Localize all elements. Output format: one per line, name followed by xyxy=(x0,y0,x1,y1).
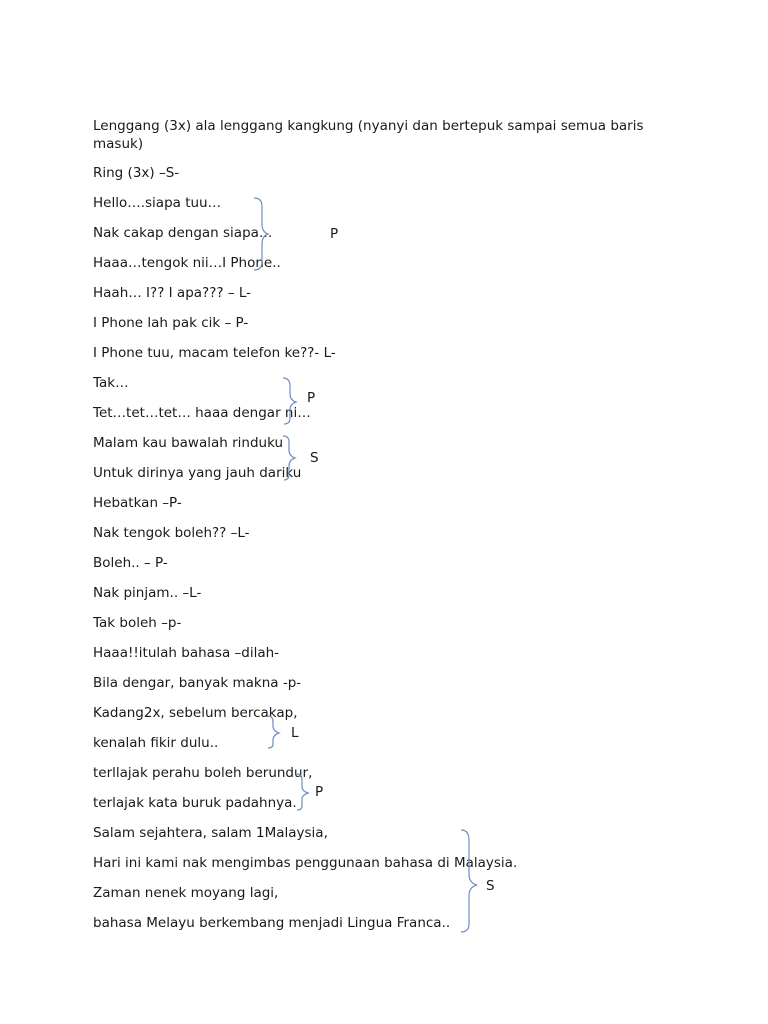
script-line: Zaman nenek moyang lagi, xyxy=(93,885,279,901)
brace-6 xyxy=(461,830,477,932)
script-line: kenalah fikir dulu.. xyxy=(93,735,219,751)
speaker-label: S xyxy=(310,450,319,466)
intro-line: Lenggang (3x) ala lenggang kangkung (nyanyi dan bertepuk sampai semua baris masuk) xyxy=(93,118,644,152)
script-line: Untuk dirinya yang jauh dariku xyxy=(93,465,302,481)
speaker-label: P xyxy=(330,226,339,242)
script-line: bahasa Melayu berkembang menjadi Lingua Franca.. xyxy=(93,915,451,931)
script-line: Salam sejahtera, salam 1Malaysia, xyxy=(93,825,328,841)
script-line: Tet…tet…tet… haaa dengar ni… xyxy=(93,405,311,421)
speaker-label: P xyxy=(315,784,324,800)
script-line: Bila dengar, banyak makna -p- xyxy=(93,675,302,691)
speaker-label: L xyxy=(291,725,299,741)
script-line: Hebatkan –P- xyxy=(93,495,182,511)
script-line: Nak pinjam.. –L- xyxy=(93,585,202,601)
script-line: terllajak perahu boleh berundur, xyxy=(93,765,313,781)
script-line: Malam kau bawalah rinduku xyxy=(93,435,284,451)
script-line: Hello….siapa tuu… xyxy=(93,195,222,211)
script-line: Haaa…tengok nii…I Phone.. xyxy=(93,255,281,271)
script-line: Ring (3x) –S- xyxy=(93,165,180,181)
script-line: Nak cakap dengan siapa… xyxy=(93,225,273,241)
speaker-label: S xyxy=(486,878,495,894)
script-line: terlajak kata buruk padahnya. xyxy=(93,795,297,811)
script-line: Kadang2x, sebelum bercakap, xyxy=(93,705,298,721)
script-line: Haaa!!itulah bahasa –dilah- xyxy=(93,645,280,661)
speaker-label: P xyxy=(307,390,316,406)
script-line: Tak boleh –p- xyxy=(93,615,182,631)
script-line: Tak… xyxy=(93,375,129,391)
script-line: Nak tengok boleh?? –L- xyxy=(93,525,250,541)
script-line: I Phone tuu, macam telefon ke??- L- xyxy=(93,345,336,361)
script-line: Boleh.. – P- xyxy=(93,555,168,571)
script-line: Haah… I?? I apa??? – L- xyxy=(93,285,252,301)
script-line: I Phone lah pak cik – P- xyxy=(93,315,249,331)
script-line: Hari ini kami nak mengimbas penggunaan bahasa di Malaysia. xyxy=(93,855,518,871)
